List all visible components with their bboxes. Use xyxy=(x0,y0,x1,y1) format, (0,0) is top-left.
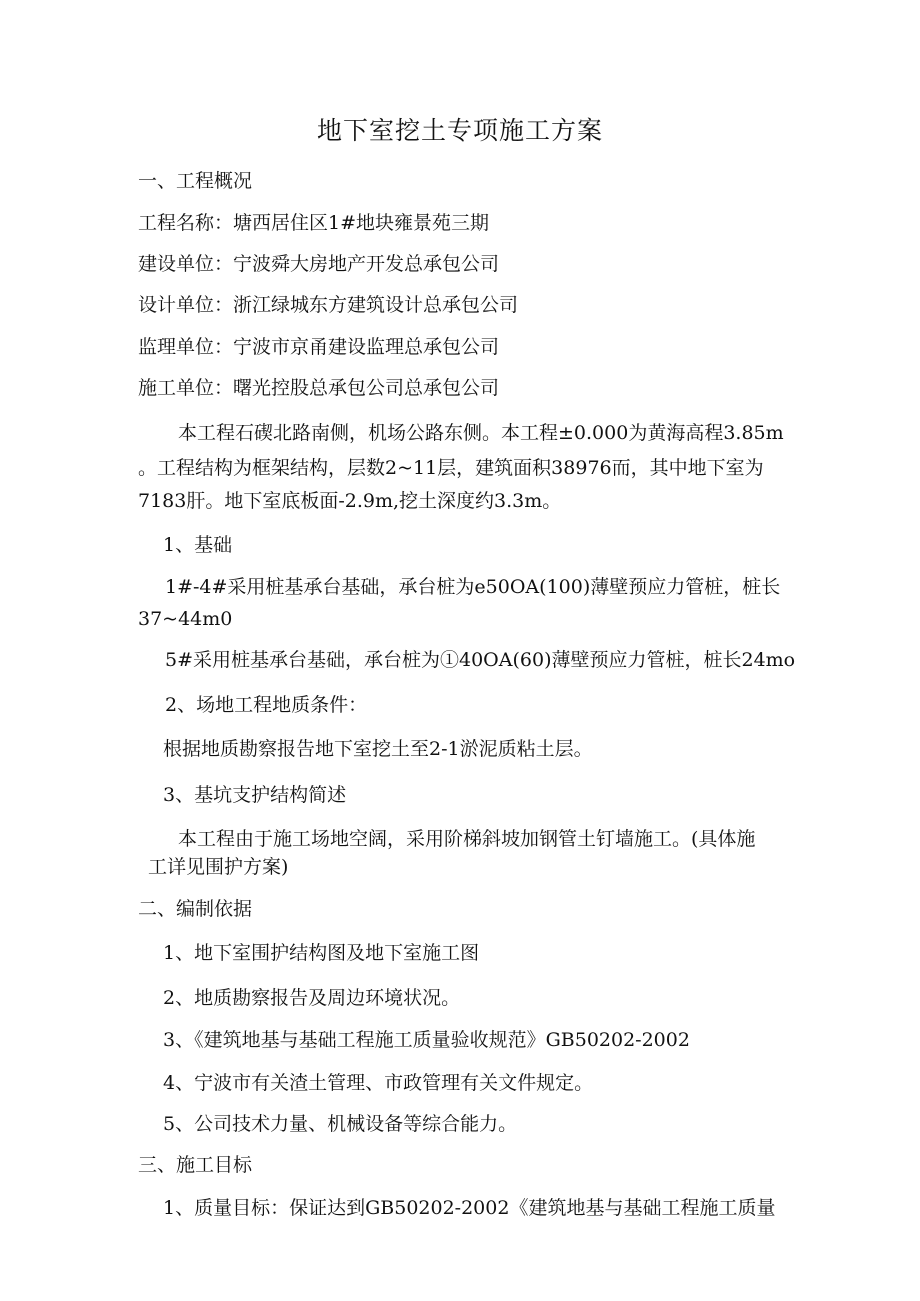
section-heading-basis: 二、编制依据 xyxy=(138,898,253,920)
basis-item: 5、公司技术力量、机械设备等综合能力。 xyxy=(163,1113,518,1135)
overview-paragraph-line: 7183肝。地下室底板面-2.9m,挖土深度约3.3m。 xyxy=(138,490,562,512)
goal-item: 1、质量目标：保证达到GB50202-2002《建筑地基与基础工程施工质量 xyxy=(163,1197,776,1219)
design-unit: 设计单位：浙江绿城东方建筑设计总承包公司 xyxy=(138,294,519,316)
supervision-unit: 监理单位：宁波市京甬建设监理总承包公司 xyxy=(138,336,500,358)
basis-item: 2、地质勘察报告及周边环境状况。 xyxy=(163,987,461,1009)
geology-text: 根据地质勘察报告地下室挖土至2-1淤泥质粘土层。 xyxy=(163,738,593,760)
subheading-geology: 2、场地工程地质条件： xyxy=(165,694,368,716)
support-line: 工详见围护方案) xyxy=(148,856,289,878)
foundation-line: 5#采用桩基承台基础，承台桩为①40OA(60)薄壁预应力管桩，桩长24mo xyxy=(165,649,796,671)
section-heading-goals: 三、施工目标 xyxy=(138,1154,253,1176)
basis-item: 4、宁波市有关渣土管理、市政管理有关文件规定。 xyxy=(163,1072,594,1094)
construction-unit: 施工单位：曙光控股总承包公司总承包公司 xyxy=(138,377,500,399)
section-heading-overview: 一、工程概况 xyxy=(138,170,253,192)
overview-paragraph-line: 。工程结构为框架结构，层数2~11层，建筑面积38976而，其中地下室为 xyxy=(138,457,764,479)
subheading-foundation: 1、基础 xyxy=(163,534,233,556)
subheading-support: 3、基坑支护结构简述 xyxy=(163,784,347,806)
basis-item: 3、《建筑地基与基础工程施工质量验收规范》GB50202-2002 xyxy=(163,1029,690,1051)
basis-item: 1、地下室围护结构图及地下室施工图 xyxy=(163,942,480,964)
foundation-line: 37~44m0 xyxy=(138,608,233,630)
document-title: 地下室挖土专项施工方案 xyxy=(316,116,603,145)
foundation-line: 1#-4#采用桩基承台基础，承台桩为e50OA(100)薄壁预应力管桩，桩长 xyxy=(165,576,781,598)
owner-unit: 建设单位：宁波舜大房地产开发总承包公司 xyxy=(138,253,500,275)
overview-paragraph-line: 本工程石碶北路南侧，机场公路东侧。本工程±0.000为黄海高程3.85m xyxy=(178,422,784,444)
project-name: 工程名称：塘西居住区1#地块雍景苑三期 xyxy=(138,212,490,234)
support-line: 本工程由于施工场地空阔，采用阶梯斜坡加钢管土钉墙施工。(具体施 xyxy=(178,828,756,850)
